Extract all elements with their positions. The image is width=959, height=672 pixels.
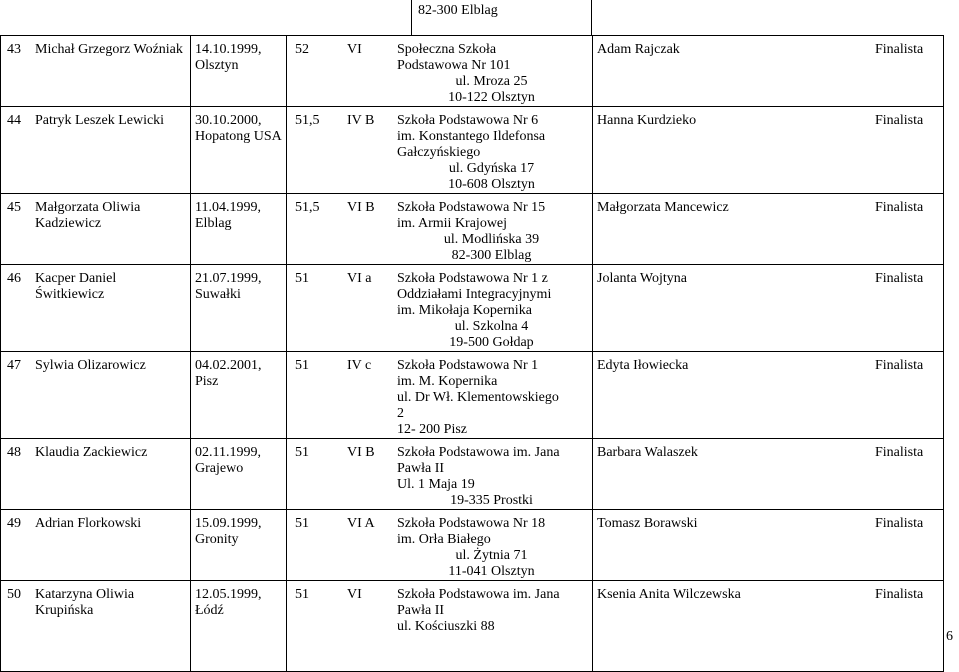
table-row (1, 510, 944, 581)
school-line: Szkoła Podstawowa im. Jana (397, 445, 560, 460)
school-address (397, 587, 592, 635)
school-line: ul. Mroza 25 (455, 74, 528, 89)
school-line: 10-122 Olsztyn (448, 90, 535, 105)
school-line: ul. Modlińska 39 (443, 232, 540, 247)
result-status: Finalista (875, 358, 924, 373)
school-address (397, 358, 592, 438)
school-line: Szkoła Podstawowa Nr 1 z (397, 271, 548, 286)
school-cell (287, 265, 593, 352)
birth-date: 30.10.2000, (195, 113, 262, 128)
teacher-name: Barbara Walaszek (597, 445, 698, 460)
school-cell (287, 439, 593, 510)
birth-place: Grajewo (195, 461, 244, 476)
table-row (1, 36, 944, 107)
participant-cell (1, 352, 191, 439)
participant-name: Klaudia Zackiewicz (35, 445, 148, 460)
teacher-cell (593, 107, 944, 194)
school-line: Ul. 1 Maja 19 (397, 477, 475, 492)
score: 51 (295, 445, 309, 460)
teacher-cell (593, 581, 944, 672)
class: VI B (347, 445, 375, 460)
score: 51,5 (295, 200, 320, 215)
birth-cell (191, 439, 287, 510)
birth-cell (191, 510, 287, 581)
continuation-cell (411, 0, 592, 36)
participant-cell (1, 581, 191, 672)
participant-cell (1, 265, 191, 352)
school-line: 19-500 Gołdap (449, 335, 534, 350)
school-line: 11-041 Olsztyn (448, 564, 535, 579)
school-address (397, 113, 592, 193)
school-address (397, 42, 592, 106)
school-line: ul. Gdyńska 17 (448, 161, 535, 176)
school-line: 12- 200 Pisz (397, 422, 467, 437)
school-cell (287, 194, 593, 265)
result-status: Finalista (875, 42, 924, 57)
teacher-name: Hanna Kurdzieko (597, 113, 697, 128)
participant-cell (1, 510, 191, 581)
school-line: Szkoła Podstawowa Nr 1 (397, 358, 539, 373)
birth-place: Pisz (195, 374, 219, 389)
participant-number: 44 (7, 113, 21, 128)
participant-cell (1, 194, 191, 265)
birth-cell (191, 36, 287, 107)
birth-date: 04.02.2001, (195, 358, 262, 373)
school-cell (287, 36, 593, 107)
school-line: Szkoła Podstawowa Nr 15 (397, 200, 546, 215)
teacher-name: Jolanta Wojtyna (597, 271, 687, 286)
participant-cell (1, 107, 191, 194)
school-cell (287, 107, 593, 194)
result-status: Finalista (875, 271, 924, 286)
school-address (397, 271, 592, 351)
table-row (1, 352, 944, 439)
participant-number: 50 (7, 587, 21, 602)
school-line: 19-335 Prostki (450, 493, 533, 508)
teacher-name: Ksenia Anita Wilczewska (597, 587, 741, 602)
school-line: Pawła II (397, 461, 445, 476)
school-line: Podstawowa Nr 101 (397, 58, 511, 73)
birth-place: Hopatong USA (195, 129, 282, 144)
school-line: Szkoła Podstawowa im. Jana (397, 587, 560, 602)
participant-name: Kacper Daniel Świtkiewicz (35, 271, 117, 302)
participant-number: 48 (7, 445, 21, 460)
birth-date: 21.07.1999, (195, 271, 262, 286)
participant-name: Sylwia Olizarowicz (35, 358, 146, 373)
table-row (1, 581, 944, 672)
class: IV c (347, 358, 372, 373)
school-line: im. M. Kopernika (397, 374, 498, 389)
school-line: Gałczyńskiego (397, 145, 481, 160)
result-status: Finalista (875, 516, 924, 531)
participant-name: Michał Grzegorz Woźniak (35, 42, 183, 57)
birth-cell (191, 352, 287, 439)
score: 51 (295, 271, 309, 286)
teacher-name: Małgorzata Mancewicz (597, 200, 729, 215)
participant-name: Adrian Florkowski (35, 516, 142, 531)
table-row (1, 439, 944, 510)
result-status: Finalista (875, 587, 924, 602)
participant-name: Małgorzata Oliwia Kadziewicz (35, 200, 141, 231)
school-line: 10-608 Olsztyn (448, 177, 535, 192)
teacher-name: Tomasz Borawski (597, 516, 698, 531)
school-line: ul. Żytnia 71 (455, 548, 528, 563)
result-status: Finalista (875, 113, 924, 128)
score: 51,5 (295, 113, 320, 128)
table-row (1, 107, 944, 194)
school-line: 2 (397, 406, 404, 421)
birth-date: 11.04.1999, (195, 200, 261, 215)
teacher-cell (593, 439, 944, 510)
birth-date: 12.05.1999, (195, 587, 262, 602)
participant-number: 47 (7, 358, 21, 373)
participant-cell (1, 36, 191, 107)
birth-cell (191, 265, 287, 352)
school-address (397, 445, 592, 509)
teacher-cell (593, 36, 944, 107)
birth-date: 15.09.1999, (195, 516, 262, 531)
birth-date: 14.10.1999, (195, 42, 262, 57)
school-line: im. Mikołaja Kopernika (397, 303, 532, 318)
score: 52 (295, 42, 309, 57)
result-status: Finalista (875, 200, 924, 215)
participant-cell (1, 439, 191, 510)
score: 51 (295, 516, 309, 531)
participant-name: Katarzyna Oliwia Krupińska (35, 587, 135, 618)
birth-place: Olsztyn (195, 58, 239, 73)
class: VI A (347, 516, 375, 531)
school-line: Szkoła Podstawowa Nr 6 (397, 113, 539, 128)
table-row (1, 265, 944, 352)
birth-cell (191, 194, 287, 265)
teacher-cell (593, 265, 944, 352)
birth-cell (191, 107, 287, 194)
school-line: ul. Dr Wł. Klementowskiego (397, 390, 559, 405)
school-line: Społeczna Szkoła (397, 42, 497, 57)
teacher-cell (593, 510, 944, 581)
participant-number: 43 (7, 42, 21, 57)
participant-number: 45 (7, 200, 21, 215)
participant-number: 46 (7, 271, 21, 286)
school-line: ul. Kościuszki 88 (397, 619, 495, 634)
teacher-cell (593, 194, 944, 265)
table-row (1, 194, 944, 265)
score: 51 (295, 358, 309, 373)
school-line: 82-300 Elblag (451, 248, 532, 263)
school-line: im. Armii Krajowej (397, 216, 508, 231)
school-address (397, 516, 592, 580)
class: VI (347, 587, 362, 602)
teacher-name: Adam Rajczak (597, 42, 680, 57)
participant-number: 49 (7, 516, 21, 531)
finalists-table (0, 35, 944, 672)
school-line: Pawła II (397, 603, 445, 618)
school-line: Oddziałami Integracyjnymi (397, 287, 552, 302)
page-number: 6 (946, 629, 953, 644)
school-address (397, 200, 592, 264)
birth-place: Suwałki (195, 287, 241, 302)
class: VI B (347, 200, 375, 215)
birth-place: Łódź (195, 603, 224, 618)
participant-name: Patryk Leszek Lewicki (35, 113, 165, 128)
teacher-name: Edyta Iłowiecka (597, 358, 689, 373)
birth-place: Gronity (195, 532, 239, 547)
score: 51 (295, 587, 309, 602)
school-cell (287, 581, 593, 672)
school-line: im. Konstantego Ildefonsa (397, 129, 546, 144)
school-line: Szkoła Podstawowa Nr 18 (397, 516, 546, 531)
school-cell (287, 352, 593, 439)
birth-cell (191, 581, 287, 672)
class: VI a (347, 271, 372, 286)
birth-date: 02.11.1999, (195, 445, 261, 460)
school-line: ul. Szkolna 4 (454, 319, 529, 334)
class: VI (347, 42, 362, 57)
birth-place: Elblag (195, 216, 232, 231)
teacher-cell (593, 352, 944, 439)
class: IV B (347, 113, 375, 128)
result-status: Finalista (875, 445, 924, 460)
school-cell (287, 510, 593, 581)
school-line: im. Orła Białego (397, 532, 491, 547)
continuation-text: 82-300 Elblag (418, 3, 498, 18)
